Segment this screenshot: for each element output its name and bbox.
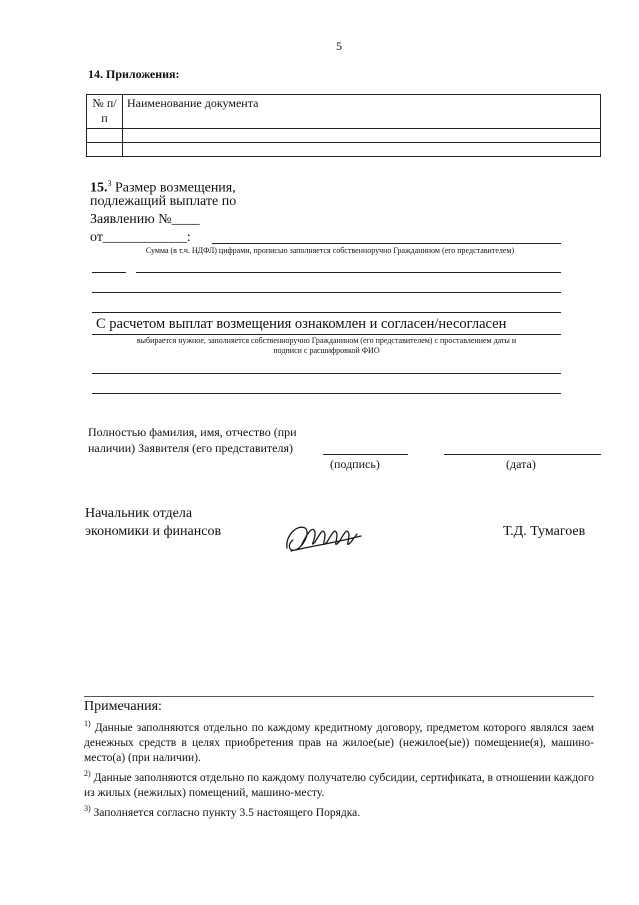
date-line[interactable]: [444, 454, 601, 455]
applicant-label-2: наличии) Заявителя (его представителя): [88, 441, 294, 455]
official-name: Т.Д. Тумагоев: [503, 524, 586, 539]
agreement-input-line[interactable]: [92, 393, 561, 394]
notes-divider: [84, 696, 594, 697]
agreement-text: С расчетом выплат возмещения ознакомлен и согласен/несогласен: [96, 316, 507, 332]
notes-title: Примечания:: [84, 699, 162, 714]
note-1: [84, 716, 594, 766]
applicant-label-1: Полностью фамилия, имя, отчество (при: [88, 425, 297, 439]
table-cell[interactable]: [87, 129, 123, 143]
official-position-1: Начальник отдела: [85, 506, 193, 521]
section-15-line3: Заявлению №____: [90, 212, 200, 227]
section-15-footnote-mark: 3: [107, 179, 112, 188]
table-cell[interactable]: [123, 129, 601, 143]
section-15-number: 15.: [90, 180, 108, 196]
agreement-caption-1: выбирается нужное, заполняется собственноручно Гражданином (его представителем) с проставлением даты и: [136, 336, 517, 345]
table-cell[interactable]: [123, 143, 601, 157]
note-2: [84, 766, 594, 801]
date-caption: (дата): [506, 457, 536, 471]
agreement-input-line[interactable]: [92, 334, 561, 335]
notes-body: [84, 716, 594, 820]
official-position-2: экономики и финансов: [85, 524, 222, 539]
sum-input-line[interactable]: [92, 312, 561, 313]
sum-input-line[interactable]: [92, 272, 126, 273]
sum-caption: Сумма (в т.ч. НДФЛ) цифрами, прописью заполняется собственноручно Гражданином (его представителем): [145, 246, 515, 255]
signature-line[interactable]: [323, 454, 408, 455]
sum-input-line[interactable]: [136, 272, 561, 273]
agreement-input-line[interactable]: [92, 373, 561, 374]
column-header-number: № п/п: [87, 95, 123, 129]
sum-input-line[interactable]: [92, 292, 561, 293]
page-number: 5: [336, 39, 342, 53]
note-3-mark: 3): [84, 803, 91, 813]
table-cell[interactable]: [87, 143, 123, 157]
table-header-row: [87, 95, 601, 129]
section-15-line2: подлежащий выплате по: [90, 194, 237, 209]
table-row: [87, 143, 601, 157]
column-header-document-name: Наименование документа: [123, 95, 601, 129]
note-3-text: Заполняется согласно пункту 3.5 настоящего Порядка.: [90, 806, 361, 819]
official-signature-image: [283, 512, 365, 556]
note-2-text: Данные заполняются отдельно по каждому получателю субсидии, сертификата, в отношении каждого из жилых (нежилых) помещений, машино-месту.: [84, 771, 594, 799]
table-row: [87, 129, 601, 143]
section-14-title: 14. Приложения:: [88, 67, 180, 81]
note-2-mark: 2): [84, 768, 91, 778]
note-1-mark: 1): [84, 719, 91, 728]
agreement-caption-2: подписи с расшифровкой ФИО: [273, 346, 380, 355]
signature-caption: (подпись): [330, 457, 380, 471]
section-15-title: Размер возмещения,: [111, 180, 236, 196]
section-15-line4: от____________:: [90, 230, 191, 245]
note-3: [84, 801, 594, 821]
sum-input-line[interactable]: [212, 243, 561, 244]
attachments-table: [86, 94, 601, 157]
note-1-text: Данные заполняются отдельно по каждому кредитному договору, предметом которого являлся заем денежных средств в целях приобретения прав на жилое(ые) (нежилое(ые)) помещение(я), машино-место(а) (при наличии).: [84, 721, 594, 764]
